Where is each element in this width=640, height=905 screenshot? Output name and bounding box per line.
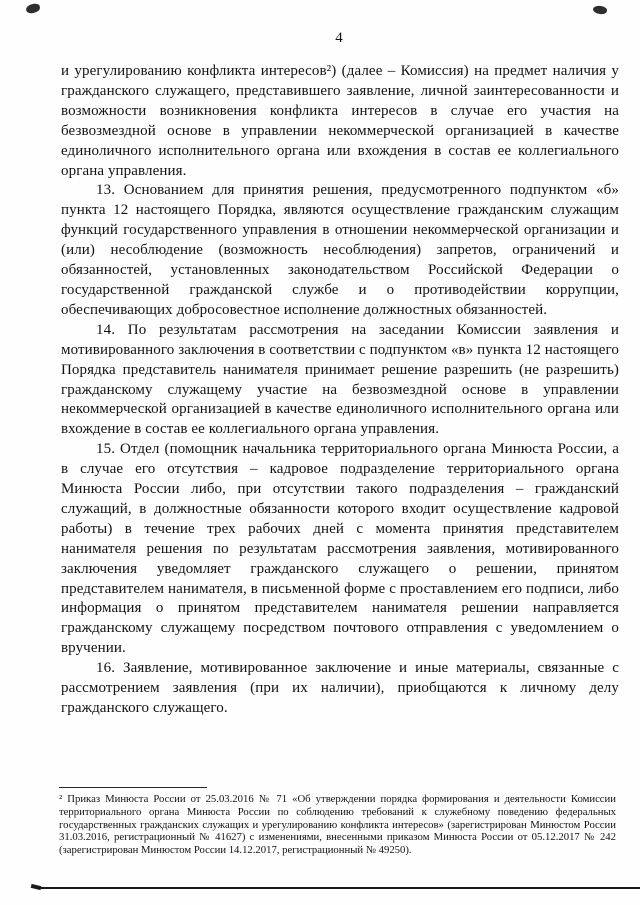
- footnote-separator: [59, 787, 207, 788]
- paragraph-14: 14. По результатам рассмотрения на заседании Комиссии заявления и мотивированного заключения в соответствии с подпунктом «в» пункта 12 настоящего Порядка представитель нанимателя принимает решение разрешить (не разрешить) гражданскому служащему участие на безвозмездной основе в управлении некоммерческой организацией в качестве единоличного исполнительного органа или вхождение в состав ее коллегиального органа управления.: [61, 321, 620, 438]
- scan-artifact-top-right: [593, 5, 608, 14]
- scan-artifact-bottom-line: [36, 887, 640, 889]
- paragraph-continuation: и урегулированию конфликта интересов²) (далее – Комиссия) на предмет наличия у гражданского служащего, представившего заявление, личной заинтересованности и возможности возникновения конфликта интересов в случае его участия на безвозмездной основе в управлении некоммерческой организацией в качестве единоличного исполнительного органа или вхождения в состав ее коллегиального органа управления.: [61, 63, 619, 179]
- document-body: [61, 62, 619, 719]
- footnote-text: ² Приказ Минюста России от 25.03.2016 № 71 «Об утверждении порядка формирования и деятельности Комиссии территориального органа Минюста России по соблюдению требований к служебному поведению федеральных государственных гражданских служащих и урегулированию конфликта интересов» (зарегистрирован Минюстом России 31.03.2016, регистрационный № 41627) с изменениями, внесенными приказом Минюста России от 05.12.2017 № 242 (зарегистрирован Минюстом России 14.12.2017, регистрационный № 49250).: [59, 793, 616, 857]
- paragraph-15: 15. Отдел (помощник начальника территориального органа Минюста России, а в случае его отсутствия – кадровое подразделение территориального органа Минюста России либо, при отсутствии такого подразделения – гражданский служащий, в должностные обязанности которого входит осуществление кадровой работы) в течение трех рабочих дней с момента принятия представителем нанимателя решения по результатам рассмотрения заявления, мотивированного заключения уведомляет гражданского служащего о решении, принятом представителем нанимателя, в письменной форме с проставлением его подписи, либо информация о принятом представителем нанимателя решении направляется гражданскому служащему посредством почтового отправления с уведомлением о вручении.: [61, 441, 619, 657]
- footnote-area: [59, 787, 616, 857]
- scan-artifact-top-left: [25, 3, 40, 14]
- page-number: 4: [335, 30, 343, 46]
- paragraph-16: 16. Заявление, мотивированное заключение и иные материалы, связанные с рассмотрением заявления (при их наличии), приобщаются к личному делу гражданского служащего.: [61, 660, 619, 716]
- paragraph-13: 13. Основанием для принятия решения, предусмотренного подпунктом «б» пункта 12 настоящего Порядка, являются осуществление гражданским служащим функций государственного управления в отношении некоммерческой организации и (или) несоблюдение (возможность несоблюдения) запретов, ограничений и обязанностей, установленных законодательством Российской Федерации о государственной гражданской службе и о противодействии коррупции, обеспечивающих добросовестное исполнение должностных обязанностей.: [61, 182, 619, 318]
